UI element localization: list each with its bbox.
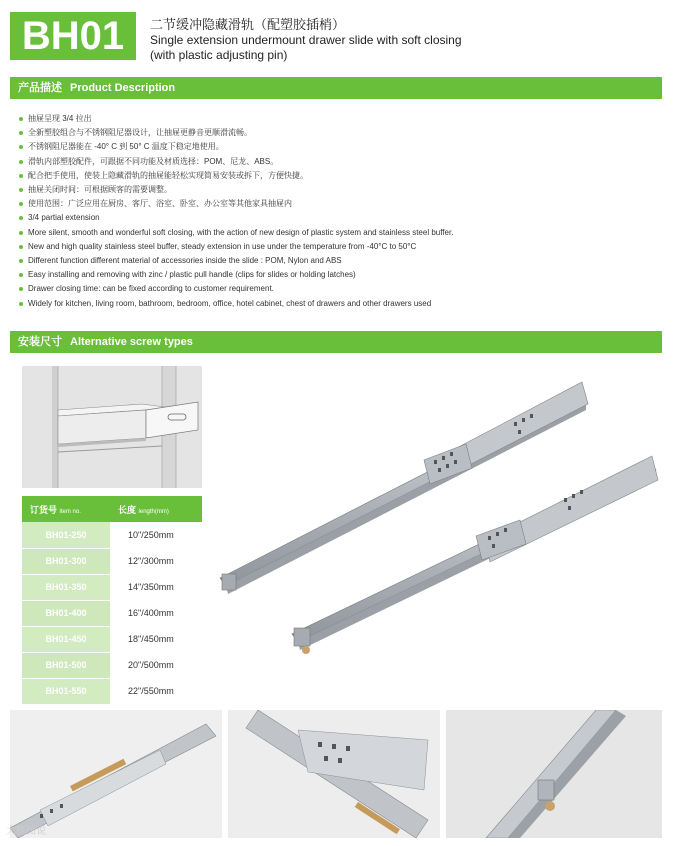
col2-zh: 长度 bbox=[118, 504, 137, 515]
slide-detail-icon bbox=[10, 710, 222, 838]
list-item: 抽屉关闭时间：可根据顾客的需要调整。 bbox=[18, 183, 658, 197]
item-number: BH01-350 bbox=[22, 574, 110, 600]
list-item: 不锈钢阻尼器能在 -40° C 到 50° C 温度下稳定地使用。 bbox=[18, 140, 658, 154]
table-row bbox=[22, 522, 202, 548]
title-english-line1: Single extension undermount drawer slide with soft closing bbox=[150, 33, 462, 47]
col1-zh: 订货号 bbox=[30, 504, 58, 515]
list-item: 全新塑胶组合与不锈钢阻尼器设计，让抽屉更静音更顺滑流畅。 bbox=[18, 126, 658, 140]
list-item: Drawer closing time: can be fixed according to customer requirement. bbox=[18, 282, 658, 296]
item-number: BH01-250 bbox=[22, 522, 110, 548]
list-item: 3/4 partial extension bbox=[18, 211, 658, 225]
length-value: 10"/250mm bbox=[110, 522, 202, 548]
column-header-item bbox=[22, 496, 110, 522]
screw-types-heading bbox=[10, 331, 662, 353]
title-english-line2: (with plastic adjusting pin) bbox=[150, 48, 288, 62]
list-item: More silent, smooth and wonderful soft closing, with the action of new design of plastic system and stainless steel buffer. bbox=[18, 226, 658, 240]
detail-photo-2 bbox=[228, 710, 440, 838]
heading-zh: 安装尺寸 bbox=[18, 336, 62, 348]
item-number: BH01-300 bbox=[22, 548, 110, 574]
table-row bbox=[22, 574, 202, 600]
item-number: BH01-550 bbox=[22, 678, 110, 704]
drawer-illustration bbox=[22, 366, 202, 488]
list-item: Widely for kitchen, living room, bathroom, bedroom, office, hotel cabinet, chest of drawers and other drawers used bbox=[18, 297, 658, 311]
table-row bbox=[22, 548, 202, 574]
length-value: 22"/550mm bbox=[110, 678, 202, 704]
length-value: 14"/350mm bbox=[110, 574, 202, 600]
list-item: New and high quality stainless steel buffer, steady extension in use under the temperature from -40°C to 50°C bbox=[18, 240, 658, 254]
list-item: Easy installing and removing with zinc / plastic pull handle (clips for slides or holding latches) bbox=[18, 268, 658, 282]
list-item: 抽屉呈现 3/4 拉出 bbox=[18, 112, 658, 126]
drawer-slide-icon bbox=[214, 364, 666, 664]
product-description-heading bbox=[10, 77, 662, 99]
table-row bbox=[22, 600, 202, 626]
size-table bbox=[22, 496, 202, 705]
column-header-length bbox=[110, 496, 202, 522]
length-value: 12"/300mm bbox=[110, 548, 202, 574]
list-item: 配合把手使用，使装上隐藏滑轨的抽屉能轻松实现简易安装或拆下，方便快捷。 bbox=[18, 169, 658, 183]
list-item: 滑轨内部塑胶配件，可跟据不同功能及材质选择：POM、尼龙、ABS。 bbox=[18, 155, 658, 169]
item-number: BH01-400 bbox=[22, 600, 110, 626]
product-photo bbox=[214, 364, 666, 664]
table-row bbox=[22, 678, 202, 704]
list-item: 使用范围：广泛应用在厨房、客厅、浴室、卧室、办公室等其他家具抽屉内 bbox=[18, 197, 658, 211]
heading-en: Product Description bbox=[70, 82, 176, 94]
header bbox=[0, 0, 674, 70]
item-number: BH01-450 bbox=[22, 626, 110, 652]
table-row bbox=[22, 626, 202, 652]
col2-en: length(mm) bbox=[138, 508, 169, 515]
list-item: Different function different material of accessories inside the slide : POM, Nylon and ABS bbox=[18, 254, 658, 268]
heading-zh: 产品描述 bbox=[18, 82, 62, 94]
heading-en: Alternative screw types bbox=[70, 336, 193, 348]
slide-detail-icon bbox=[228, 710, 440, 838]
drawer-diagram-icon bbox=[22, 366, 202, 488]
col1-en: item no. bbox=[59, 508, 81, 515]
detail-photo-3 bbox=[446, 710, 662, 838]
slide-detail-icon bbox=[446, 710, 662, 838]
table-row bbox=[22, 652, 202, 678]
length-value: 16"/400mm bbox=[110, 600, 202, 626]
detail-photo-1 bbox=[10, 710, 222, 838]
item-number: BH01-500 bbox=[22, 652, 110, 678]
title-chinese: 二节缓冲隐藏滑轨（配塑胶插梢） bbox=[150, 17, 346, 32]
length-value: 18"/450mm bbox=[110, 626, 202, 652]
table-header-row bbox=[22, 496, 202, 522]
length-value: 20"/500mm bbox=[110, 652, 202, 678]
watermark: 大概图说 bbox=[6, 826, 46, 837]
model-badge: BH01 bbox=[10, 12, 136, 60]
description-list bbox=[18, 112, 658, 311]
